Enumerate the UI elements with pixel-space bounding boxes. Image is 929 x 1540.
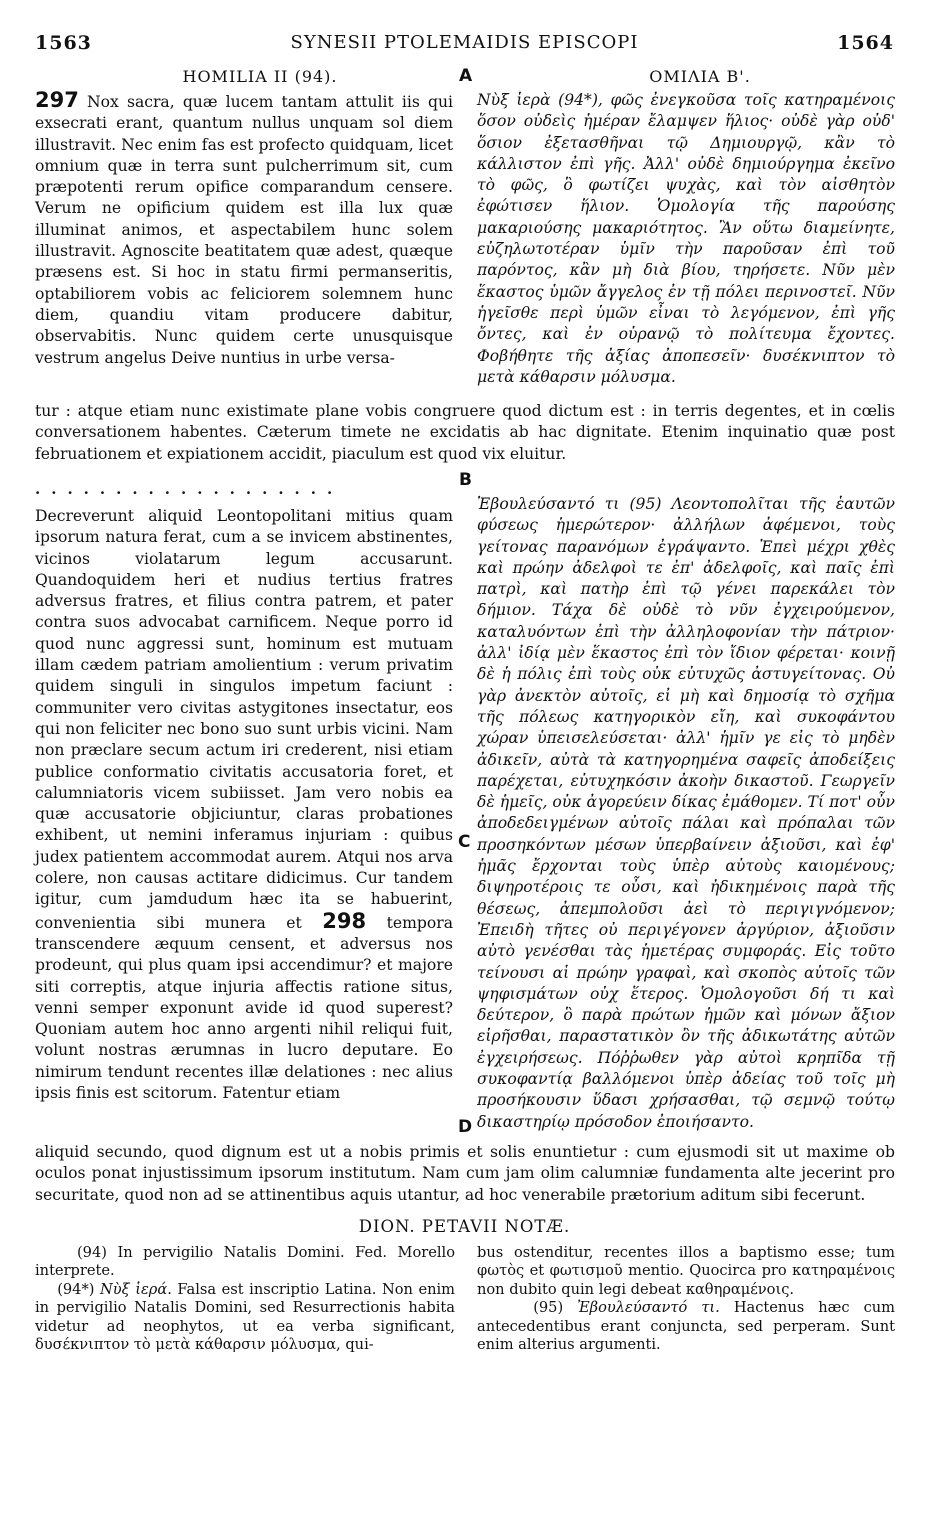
margin-marker-d: D [458, 1117, 473, 1137]
margin-marker-a: A [459, 66, 473, 86]
margin-marker-b: B [459, 470, 472, 490]
page-number-left: 1563 [35, 32, 92, 54]
note-94: (94) In pervigilio Natalis Domini. Fed. Morello interprete. [35, 1244, 456, 1280]
greek-text-b: Ἐβουλεύσαντό τι (95) Λεοντοπολῖται τῆς ἑαυτῶν φύσεως ἡμερώτερον· ἀλλήλων ἀφέμενοι, τοὺς γείτονας παρανόμων ἐγράψαντο. Ἐπεὶ μέχρι χθὲς καὶ πρώην ἀδελφοὶ τε ἐπ' ἀδελφοῖς, καὶ παῖς ἐπὶ πατρὶ, καὶ πατὴρ ἐπὶ τῷ γένει παρεκάλει τὸν δήμιον. Τάχα δὲ οὐδὲ τὸ νῦν ἐγχειρούμενον, καταλυόντων ἐπὶ τὴν ἀλληλοφονίαν τὴν πάτριον· ἀλλ' ἰδίᾳ μὲν ἕκαστος ἐπὶ τὸν ἴδιον φέρεται· κοινῇ δὲ ἡ πόλις ἐπὶ τοὺς οὐκ εὐτυχῶς ἀστυγείτονας. Οὐ γὰρ ἀνεκτὸν αὐτοῖς, εἰ μὴ καὶ δημοσίᾳ τὸ σχῆμα τῆς πόλεως κατηγορικὸν εἴη, καὶ συκοφάντου χώραν ὑπεισελεύσεται· ἀλλ' ἡμῖν γε εἰς τὸ μηδὲν ἀδικεῖν, αὐτὰ τὰ κατηγορημένα σαφεῖς ἀποδείξεις παρέχεται, εὐτυχηκόσιν ἀκοὴν δικαστοῦ. Γεωργεῖν δὲ ἡμεῖς, οὐκ ἀγορεύειν δίκας ἐμάθομεν. Τί ποτ' οὖν ἀποδεδειγμένων αὐτοῖς πάλαι καὶ πρόπαλαι τῶν προσηκόντων μέσων ὑπερβαίνειν ἀξιοῦσι, καὶ ἐφ' ἡμᾶς ἔρχονται τοὺς ὑπὲρ αὐτοὺς καιομένους; διψηροτέροις τε οὖσι, καὶ ἠδικημένοις παρὰ τῆς θέσεως, ἀπεμπολοῦσι ἀεὶ τὸ περιγιγνόμενον; Ἐπειδὴ τῆτες οὐ περιγέγονεν ἀργύριον, ἀξιοῦσιν αὐτὸ γενέσθαι τὰς ἡμετέρας συμφοράς. Εἰς τοῦτο τείνουσι αἱ πρώην γραφαὶ, καὶ σκοπὸς αὐτοῖς τῶν ψηφισμάτων οὐχ ἕτερος. Ὁμολογοῦσι δή τι καὶ δεύτερον, ὃ παρὰ πρώτων ἡμῶν καὶ μόνων ἄξιον εἰρῆσθαι, παραστατικὸν ὂν τῆς ἀδικωτάτης αὐτῶν ἐγχειρήσεως. Πόῤῥωθεν γὰρ αὐτοὶ κρηπῖδα τῇ συκοφαντίᾳ βαλλόμενοι ὑπὲρ ἀδείας τοῦ τοῖς μὴ προσήκουσιν ὕδασι χρήσασθαι, τῷ σεμνῷ τούτῳ δικαστηρίῳ πρόσοδον ἐποιήσαντο. [477, 495, 895, 1131]
greek-text-a: Νὺξ ἱερὰ (94*), φῶς ἐνεγκοῦσα τοῖς κατηραμένοις ὅσον οὐδεὶς ἡμέραν ἔλαμψεν ἥλιος· οὐδὲ γὰρ οὐδ' ὅσιον ἐξετασθῆναι τῷ Δημιουργῷ, κἂν τὸ κάλλιστον ἐπὶ γῆς. Ἀλλ' οὐδὲ δημιούργημα ἐκεῖνο τὸ φῶς, ὃ φωτίζει ψυχὰς, καὶ τὸν αἰσθητὸν ἐφώτισεν ἥλιον. Ὁμολογία τῆς παρούσης μακαριούσης μακαριότητος. Ἂν οὕτω διαμείνητε, εὐζηλωτοτέραν ὑμῖν τὴν παροῦσαν ἐπὶ τοῦ παρόντος, κἂν μὴ διὰ βίου, τηρήσετε. Νῦν μὲν ἕκαστος ὑμῶν ἄγγελος ἐν τῇ πόλει περινοστεῖ. Νῦν ἡγεῖσθε περὶ ὑμῶν εἶναι τὸ λεγόμενον, ἐπὶ γῆς ὄντες, καὶ ἐν οὐρανῷ τὸ πολίτευμα ἔχοντες. Φοβήθητε τῆς ἀξίας ἀποπεσεῖν· δυσέκνιπτον τὸ μετὰ κάθαρσιν μόλυσμα. [477, 91, 895, 386]
greek-homily-heading: ΟΜΙΛΙΑ Β'. [649, 67, 751, 86]
greek-column-b [477, 494, 895, 1133]
latin-continuation-b: aliquid secundo, quod dignum est ut a nobis primis et solis enuntietur : cum ejusmodi sit ut maxime ob oculos ponat injustissimum ipsorum institutum. Nam cum jam olim calumniæ fundamenta alte jecerint pro securitate, quod non ad se attinentibus aquis utantur, ad hoc venerabile prætorium aditum sibi fecerunt. [35, 1143, 895, 1204]
latin-continuation-a: tur : atque etiam nunc existimate plane vobis congruere quod dictum est : in terris degentes, et in cœlis conversationem habentes. Cæterum timete ne excidatis ab hac dignitate. Etenim inquinatio quæ post februationem et expiationem accidit, piaculum est quod vix eluitur. [35, 402, 895, 463]
note-94-star: (94*) Νὺξ ἱερά. Falsa est inscriptio Latina. Non enim in pervigilio Natalis Domini, sed Resurrectionis habita videtur ad neophytos, ut ea verba significant, δυσέκνιπτον τὸ μετὰ κάθαρσιν μόλυσμα, qui- [35, 1280, 456, 1354]
column-number-297: 297 [35, 88, 79, 112]
lacuna-dots: ................... [35, 480, 344, 498]
note-95: (95) Ἐβουλεύσαντό τι. Hactenus hæc cum antecedentibus erant conjuncta, sed perperam. Sunt enim alterius argumenti. [477, 1299, 896, 1354]
notes-title: DION. PETAVII NOTÆ. [358, 1217, 571, 1236]
notes-left-column [35, 1244, 455, 1354]
note-94-star-continued: bus ostenditur, recentes illos a baptismo esse; tum φωτὸς et φωτισμοῦ mentio. Quocirca pro κατηραμένοις non dubito quin legi debeat καθηραμένοις. [477, 1244, 895, 1298]
latin-text-b2: tempora transcendere æquum censent, et adversus nos prodeunt, qui plus quam ipsi accendimur? et majore siti correptis, atque injuria affectis ratione situs, venni semper exponunt avide id quod superest? Quoniam autem hoc anno argenti nihil reliqui fuit, volunt nostras ærumnas in lucro deputare. Eo nimirum tendunt recentes illæ delationes : nec alius ipsis finis est scitorum. Fatentur etiam [35, 913, 453, 1103]
latin-column-a [35, 90, 453, 369]
latin-text-b1: Decreverunt aliquid Leontopolitani mitius quam ipsorum natura ferat, cum a se invicem abstinentes, vicinos violatarum legum accusarunt. Quandoquidem heri et nudius tertius fratres adversus fratres, et filius contra patrem, et pater contra suos advocabat carnificem. Neque porro id quod nunc aggressi sunt, hominum est mutuam illam cædem patriam amolientium : verum privatim quidem singuli in singulos impetum faciunt : communiter vero civitas astygitones insectatur, eos qui non feliciter nec bono suo sunt urbis vicini. Nam non præclare secum actum iri crederent, nisi etiam publice conformatio civitatis accusatoria foret, et calumniatoris vicem subiisset. Jam vero nobis ea quæ accusatorie objiciuntur, claras probationes exhibent, ut nemini inferamus injuriam : quibus judex patientem accommodat aurem. Atqui nos arva colere, non causas actitare didicimus. Cur tandem igitur, cum jamdudum hæc ita se habuerint, convenientia sibi munera et [35, 507, 453, 932]
running-head [0, 32, 929, 58]
latin-column-b [35, 506, 453, 1104]
margin-marker-c: C [458, 832, 471, 852]
latin-homily-heading: HOMILIA II (94). [182, 67, 338, 86]
latin-text-a: Nox sacra, quæ lucem tantam attulit iis qui exsecrati erant, quantum nullus unquam sol diem illustravit. Nec enim fas est profecto quidquam, licet omnium quæ in terra sunt pulcherrimum sit, cum præpotenti rerum opifice comparandum censere. Verum ne opificium quidem est illa lux quæ illuminat animos, et aspectabilem hunc solem illustravit. Agnoscite beatitatem quæ adest, quæque præsens est. Si hoc in statu firmi permanseritis, optabiliorem vobis ac feliciorem solemnem hunc diem, quandiu vitam producere dabitur, observabitis. Nunc quidem certe unusquisque vestrum angelus Deive nuntius in urbe versa- [35, 93, 453, 367]
column-number-298: 298 [322, 908, 367, 933]
page-number-right: 1564 [837, 32, 894, 54]
greek-column-a [477, 90, 895, 388]
running-title: SYNESII PTOLEMAIDIS EPISCOPI [290, 32, 639, 53]
notes-right-column [477, 1244, 895, 1354]
